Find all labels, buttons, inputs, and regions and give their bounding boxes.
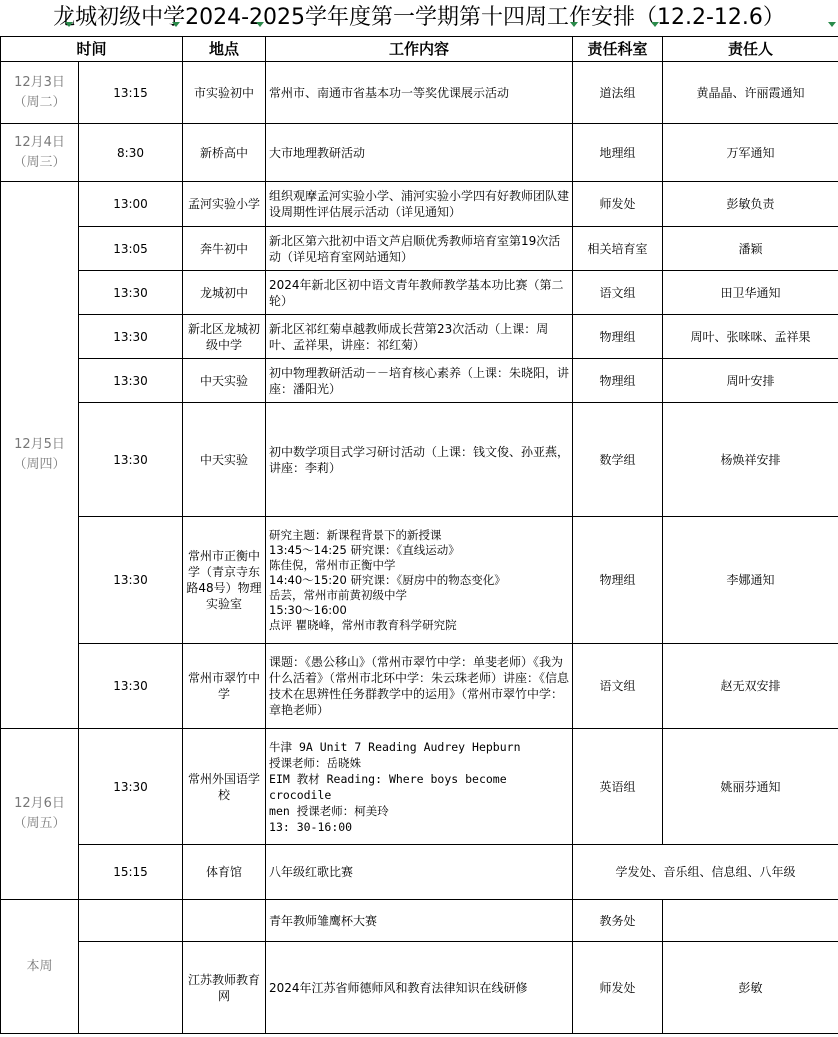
table-row [1, 644, 838, 729]
dept-cell[interactable]: 物理组 [573, 359, 663, 403]
time-cell[interactable]: 13:05 [79, 227, 183, 271]
content-cell[interactable]: 大市地理教研活动 [266, 124, 573, 182]
content-cell[interactable]: 常州市、南通市省基本功一等奖优课展示活动 [266, 62, 573, 124]
filter-dropdown-icon[interactable] [65, 22, 73, 27]
dept-cell[interactable]: 物理组 [573, 315, 663, 359]
content-cell[interactable]: 初中物理教研活动－－培育核心素养（上课：朱晓阳，讲座：潘阳光） [266, 359, 573, 403]
header-person[interactable]: 责任人 [663, 37, 838, 62]
place-cell[interactable]: 常州外国语学校 [183, 729, 266, 845]
time-cell[interactable]: 13:30 [79, 271, 183, 315]
dept-cell[interactable]: 教务处 [573, 900, 663, 942]
content-cell[interactable]: 2024年新北区初中语文青年教师教学基本功比赛（第二轮） [266, 271, 573, 315]
filter-dropdown-icon[interactable] [570, 22, 578, 27]
person-cell[interactable]: 田卫华通知 [663, 271, 838, 315]
dept-cell[interactable]: 语文组 [573, 271, 663, 315]
time-cell[interactable]: 13:30 [79, 517, 183, 644]
dept-cell[interactable]: 师发处 [573, 942, 663, 1034]
person-cell[interactable]: 周叶安排 [663, 359, 838, 403]
place-cell[interactable]: 体育馆 [183, 845, 266, 900]
dept-cell[interactable]: 道法组 [573, 62, 663, 124]
time-cell[interactable]: 13:00 [79, 182, 183, 227]
time-cell[interactable]: 8:30 [79, 124, 183, 182]
content-cell[interactable]: 青年教师雏鹰杯大赛 [266, 900, 573, 942]
person-cell[interactable]: 杨焕祥安排 [663, 403, 838, 517]
person-cell[interactable]: 黄晶晶、许丽霞通知 [663, 62, 838, 124]
content-cell[interactable]: 课题：《愚公移山》（常州市翠竹中学：单斐老师）《我为什么活着》（常州市北环中学：朱云珠老师）讲座：《信息技术在思辨性任务群教学中的运用》（常州市翠竹中学：章艳老师） [266, 644, 573, 729]
table-row [1, 359, 838, 403]
place-cell[interactable]: 孟河实验小学 [183, 182, 266, 227]
dept-cell[interactable]: 相关培育室 [573, 227, 663, 271]
place-cell[interactable]: 中天实验 [183, 359, 266, 403]
content-cell[interactable]: 2024年江苏省师德师风和教育法律知识在线研修 [266, 942, 573, 1034]
table-row [1, 517, 838, 644]
table-row [1, 403, 838, 517]
dept-cell[interactable]: 语文组 [573, 644, 663, 729]
place-cell[interactable] [183, 900, 266, 942]
place-cell[interactable]: 江苏教师教育网 [183, 942, 266, 1034]
place-cell[interactable]: 奔牛初中 [183, 227, 266, 271]
content-cell[interactable]: 研究主题：新课程背景下的新授课 13:45～14:25 研究课：《直线运动》 陈佳倪，常州市正衡中学 14:40～15:20 研究课：《厨房中的物态变化》 岳芸，常州市前黄初级中学 15:30～16:00 点评 瞿晓峰，常州市教育科学研究院 [266, 517, 573, 644]
dept-cell[interactable]: 地理组 [573, 124, 663, 182]
dept-cell[interactable]: 英语组 [573, 729, 663, 845]
place-cell[interactable]: 新桥高中 [183, 124, 266, 182]
date-cell[interactable]: 12月6日 （周五） [1, 729, 79, 900]
table-row [1, 124, 838, 182]
table-row [1, 271, 838, 315]
table-row [1, 900, 838, 942]
content-cell[interactable]: 新北区第六批初中语文芦启顺优秀教师培育室第19次活动（详见培育室网站通知） [266, 227, 573, 271]
header-place[interactable]: 地点 [183, 37, 266, 62]
place-cell[interactable]: 中天实验 [183, 403, 266, 517]
time-cell[interactable] [79, 942, 183, 1034]
table-row [1, 62, 838, 124]
table-row [1, 942, 838, 1034]
place-cell[interactable]: 市实验初中 [183, 62, 266, 124]
content-cell[interactable]: 新北区祁红菊卓越教师成长营第23次活动（上课：周叶、孟祥果，讲座：祁红菊） [266, 315, 573, 359]
time-cell[interactable]: 15:15 [79, 845, 183, 900]
dept-cell[interactable]: 师发处 [573, 182, 663, 227]
time-cell[interactable]: 13:30 [79, 315, 183, 359]
person-cell[interactable]: 赵无双安排 [663, 644, 838, 729]
time-cell[interactable]: 13:30 [79, 644, 183, 729]
page-title-text: 龙城初级中学2024-2025学年度第一学期第十四周工作安排（12.2-12.6） [53, 5, 785, 30]
time-cell[interactable]: 13:30 [79, 729, 183, 845]
person-cell[interactable]: 姚丽芬通知 [663, 729, 838, 845]
header-dept[interactable]: 责任科室 [573, 37, 663, 62]
place-cell[interactable]: 常州市正衡中学（青京寺东路48号）物理实验室 [183, 517, 266, 644]
time-cell[interactable]: 13:30 [79, 403, 183, 517]
filter-dropdown-icon[interactable] [172, 22, 180, 27]
time-cell[interactable] [79, 900, 183, 942]
table-row [1, 315, 838, 359]
place-cell[interactable]: 常州市翠竹中学 [183, 644, 266, 729]
header-time[interactable]: 时间 [1, 37, 183, 62]
table-row [1, 845, 838, 900]
person-cell[interactable]: 周叶、张咪咪、孟祥果 [663, 315, 838, 359]
schedule-table [0, 36, 838, 1034]
person-cell[interactable]: 彭敏 [663, 942, 838, 1034]
date-cell[interactable]: 12月4日 （周三） [1, 124, 79, 182]
table-row [1, 182, 838, 227]
person-cell[interactable] [663, 900, 838, 942]
person-cell[interactable]: 李娜通知 [663, 517, 838, 644]
filter-dropdown-icon[interactable] [651, 22, 659, 27]
place-cell[interactable]: 龙城初中 [183, 271, 266, 315]
dept-person-cell[interactable]: 学发处、音乐组、信息组、八年级 [573, 845, 838, 900]
date-cell[interactable]: 12月3日 （周二） [1, 62, 79, 124]
filter-dropdown-icon[interactable] [256, 22, 264, 27]
header-row [1, 37, 838, 62]
time-cell[interactable]: 13:15 [79, 62, 183, 124]
content-cell[interactable]: 牛津 9A Unit 7 Reading Audrey Hepburn 授课老师：岳晓姝 EIM 教材 Reading: Where boys become crocodile men 授课老师：柯美玲 13: 30-16:00 [266, 729, 573, 845]
header-content[interactable]: 工作内容 [266, 37, 573, 62]
dept-cell[interactable]: 数学组 [573, 403, 663, 517]
dept-cell[interactable]: 物理组 [573, 517, 663, 644]
filter-dropdown-icon[interactable] [828, 22, 836, 27]
table-row [1, 227, 838, 271]
content-cell[interactable]: 初中数学项目式学习研讨活动（上课：钱文俊、孙亚燕，讲座：李莉） [266, 403, 573, 517]
person-cell[interactable]: 万军通知 [663, 124, 838, 182]
date-cell[interactable]: 本周 [1, 900, 79, 1034]
person-cell[interactable]: 彭敏负责 [663, 182, 838, 227]
table-row [1, 729, 838, 845]
place-cell[interactable]: 新北区龙城初级中学 [183, 315, 266, 359]
date-cell[interactable]: 12月5日 （周四） [1, 182, 79, 729]
person-cell[interactable]: 潘颖 [663, 227, 838, 271]
content-cell[interactable]: 组织观摩孟河实验小学、浦河实验小学四有好教师团队建设周期性评估展示活动（详见通知） [266, 182, 573, 227]
content-cell[interactable]: 八年级红歌比赛 [266, 845, 573, 900]
time-cell[interactable]: 13:30 [79, 359, 183, 403]
page-title [0, 0, 838, 36]
